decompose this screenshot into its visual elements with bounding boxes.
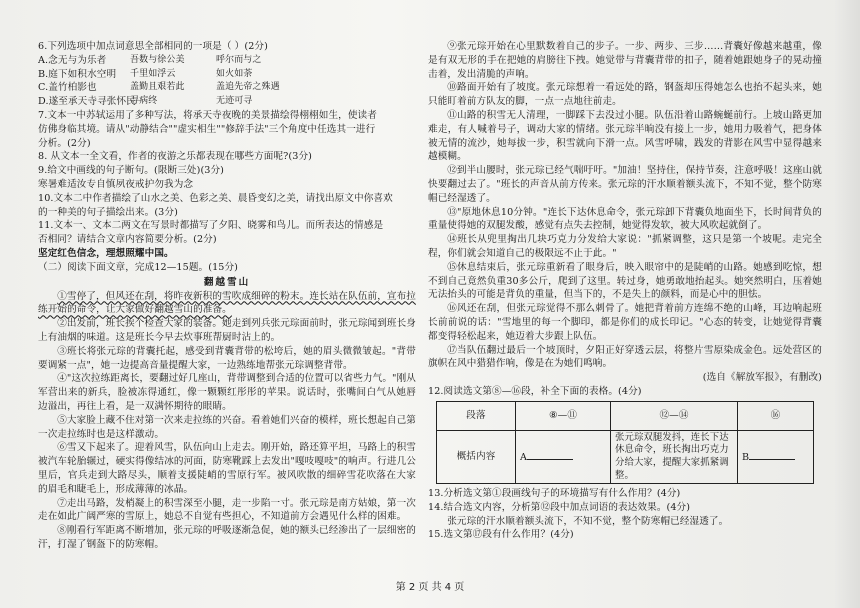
- table-row: [437, 430, 814, 483]
- section-2-heading: （二）阅读下面文章，完成12—15题。(15分): [38, 261, 239, 273]
- table-header-paragraph: 段落: [437, 401, 516, 430]
- blank-b-label: B: [742, 451, 750, 463]
- page-number: 第 2 页 共 4 页: [395, 582, 465, 593]
- blank-b-line[interactable]: [749, 450, 795, 460]
- question-10-line-2: 的一种美的句子描绘出来。(3分): [38, 206, 178, 218]
- article-paragraph-6: ⑥雪又下起来了。迎着风雪，队伍向山上走去。刚开始，路还算平坦，马路上的积雪被汽车轮胎辗过，硬实得像结冰的河面，防寒靴踩上去发出"嘎吱嘎吱"的响声。行进几公里后，官兵走到大路尽头，顺着支援陡峭的雪原行军。被风吹散的细碎雪花吹落在大家的眉毛和睫毛上，形成薄薄的冰晶。: [38, 442, 416, 495]
- option-a-word-2: 吾数与徐公美: [130, 54, 185, 65]
- article-paragraph-10: ⑩路面开始有了坡度。张元琮想着一看远处的路，钢盔却压得她怎么也抬不起头来，她只能盯着前方队友的脚，一点一点地往前走。: [428, 82, 822, 108]
- article-paragraph-12: ⑫到半山腰时，张元琮已经气喘吁吁。"加油！坚持住，保持节奏，注意呼吸！这座山就快要翻过去了。"班长的声音从前方传来。张元琮的汗水顺着额头流下，不知不觉，整个防寒帽已经湿透了。: [428, 165, 822, 204]
- article-paragraph-13: ⑬"原地休息10分钟。"连长下达休息命令，张元琮卸下背囊负地面坐下，长时间背负的重量使得她的双腿发酸，感觉有点失去控制，她觉得发软，被大风吹起就倒了。: [428, 206, 822, 232]
- option-b[interactable]: [38, 68, 416, 82]
- slogan: 坚定红色信念，理想照耀中国。: [38, 247, 174, 259]
- table-cell-middle: 张元琮双腿发抖，连长下达休息命令，班长掏出巧克力分给大家，提醒大家抓紧调整。: [611, 430, 738, 483]
- question-6-options: [38, 54, 416, 109]
- question-9-sentence: 寒暑难适汝专自慎夙夜戒护勿我为念: [38, 178, 194, 190]
- table-header-12-14: ⑫—⑭: [611, 401, 738, 430]
- article-paragraph-15: ⑮休息结束后，张元琮重新看了眼身后，映入眼帘中的是陡峭的山路。她感到吃惊，想不到自己竟然负重30多公斤，爬到了这里。转过身，她勇敢地抬起头。她突然明白，压着她无法抬头的可能是背负的重量，但当下的，不是失上的颜料，而是心中的胆怯。: [428, 261, 822, 301]
- option-c-word-4: [308, 81, 408, 95]
- option-d-word-3: 无迹可寻: [216, 96, 253, 107]
- option-b-text: B.庭下如积水空明: [38, 68, 117, 80]
- article-paragraph-4: ④"这次拉练距离长，要翻过好几座山，背带调整到合适的位置可以省些力气。"刚从军营出来的新兵，脸被冻得通红，像一颗颗红彤彤的苹果。说话时，张嘴间白气从她唇边溢出，再往上看，是一双满怀期待的眼睛。: [38, 373, 416, 412]
- article-paragraph-14: ⑭班长从兜里掏出几块巧克力分发给大家说："抓紧调整，这只是第一个坡呢。走完全程，你们就会知道自己的极限远不止于此。": [428, 234, 822, 259]
- option-c-word-3: 盖追先帝之殊遇: [216, 82, 280, 93]
- table-header-8-11: ⑧—⑪: [516, 401, 611, 430]
- article-paragraph-3: ③班长将张元琮的背囊托起，感受到背囊背带的松垮后，她的眉头微微皱起。"背带要调紧一点"，她一边提高音量提醒大家，一边熟练地帮张元琮调整背带。: [38, 345, 416, 371]
- article-paragraph-2: ②出发前，班长挨个检查大家的装备。她走到列兵张元琮面前时，张元琮闻到班长身上有油烟的味道。这是班长今早去炊事班帮厨时沾上的。: [38, 318, 416, 343]
- question-11-line-1: 11.文本一、文本二两文在写景时都描写了夕阳、晓雾和鸟儿。而所表达的情感是: [38, 220, 384, 232]
- option-b-word-3: 如火如荼: [216, 68, 253, 79]
- right-column: [428, 40, 822, 542]
- article-paragraph-5: ⑤大家脸上藏不住对第一次来走拉练的兴奋。看着她们兴奋的模样，班长想起自己第一次走拉练时也是这样激动。: [38, 414, 416, 440]
- option-a-word-4: [308, 54, 408, 68]
- article-title: 翻越雪山: [203, 276, 251, 288]
- table-row-label: 概括内容: [437, 430, 516, 483]
- article-paragraph-17: ⑰当队伍翻过最后一个坡顶时，夕阳正好穿透云层，将整片雪原染成金色。远处营区的旗帜在风中猎猎作响，像是在为她们鸣响。: [428, 344, 822, 370]
- article-paragraph-1-text: ①雪停了，但风还在刮，将昨夜新积的雪吹成细碎的粉末。连长站在队伍前，宣布拉练开始的命令，让大家做好翻越雪山的准备。: [38, 290, 416, 316]
- question-12: 12.阅读选文第⑧—⑯段，补全下面的表格。(4分): [428, 385, 642, 397]
- question-14: 14.结合选文内容，分析第⑫段中加点词语的表达效果。(4分): [428, 501, 691, 513]
- question-7-line-1: 7.文本一中苏轼运用了多种写法，将承天寺夜晚的美景描绘得栩栩如生，使读者: [38, 109, 377, 121]
- option-d-text: D.遂至承天寺寻张怀民: [38, 96, 136, 108]
- blank-a-label: A: [520, 451, 528, 463]
- question-6: 6.下列选项中加点词意思全部相同的一项是（ ）(2分): [38, 41, 268, 52]
- question-7-line-2: 仿佛身临其境。请从"动静结合""虚实相生""修辞手法"三个角度中任选其一进行: [38, 123, 376, 135]
- option-d[interactable]: [38, 95, 416, 109]
- article-paragraph-11: ⑪山路的积雪无人清理，一脚踩下去没过小腿。队伍沿着山路蜿蜒前行。上坡山路更加难走，有人喊着号子，调动大家的情绪。张元琮半晌没有接上一步，她用力吸着气，把身体被无情的流沙，她每拔一步，积雪就向下滑一点。风雪呼啸，践发的背影在风雪中显得越来越模糊。: [428, 109, 822, 163]
- article-source: (选自《解放军报》，有删改): [702, 372, 822, 384]
- article-paragraph-9: ⑨张元琮开始在心里默数着自己的步子。一步、两步、三步……背囊好像越来越重，像是有双无形的手在把她的肩膀往下拽。她觉带与背囊背带的扣子，随着她跟她身子的晃动撞击着，发出清脆的声响。: [428, 41, 822, 80]
- option-a-text: A.念无与为乐者: [38, 54, 107, 66]
- article-paragraph-7: ⑦走出马路，发梢凝上的积雪深至小腿，走一步陷一寸。张元琮是南方姑娘，第一次走在如此广阔严寒的雪原上，她总不自觉有些担心，不知道前方会遇见什么样的困难。: [38, 497, 416, 523]
- question-13: 13.分析选文第①段画线句子的环境描写有什么作用？(4分): [428, 488, 681, 500]
- blank-a-line[interactable]: [527, 450, 573, 460]
- question-14-sentence: 张元琮的汗水顺着额头流下，不知不觉，整个防寒帽已经湿透了。: [447, 515, 729, 527]
- question-8: 8. 从文本一全文看，作者的夜游之乐都表现在哪些方面呢?(3分): [38, 151, 312, 163]
- question-10-line-1: 10.文本二中作者描绘了山水之美、色彩之美、晨昏变幻之美，请找出原文中你喜欢: [38, 192, 393, 204]
- option-c[interactable]: [38, 81, 416, 95]
- question-11-line-2: 否相同？请结合文章内容简要分析。(2分): [38, 234, 217, 246]
- question-9: 9.给文中画线的句子断句。(限断三处)(3分): [38, 165, 225, 177]
- article-paragraph-8: ⑧刚看行军距离不断增加，张元琮的呼吸逐渐急促，她的额头已经渗出了一层细密的汗，打湿了钢盔下的防寒帽。: [38, 525, 416, 550]
- option-c-word-2: 盖勤且艰若此: [130, 82, 185, 93]
- blank-a-cell[interactable]: [516, 430, 611, 483]
- table-header-row: [437, 401, 814, 430]
- left-column: [38, 40, 416, 552]
- question-15: 15.选文第⑰段有什么作用？(4分): [428, 529, 574, 541]
- table-header-16: ⑯: [738, 401, 814, 430]
- article-paragraph-1: [38, 290, 416, 318]
- option-b-word-4: [308, 68, 408, 82]
- option-b-word-2: 千里如浮云: [130, 68, 176, 79]
- option-a-word-3: 呼尔而与之: [216, 54, 262, 65]
- option-c-text: C.盖竹柏影也: [38, 82, 97, 94]
- option-d-word-4: [308, 95, 408, 109]
- option-a[interactable]: [38, 54, 416, 68]
- article-paragraph-16: ⑯风还在刮，但张元琮觉得不那么刺骨了。她把背着前方连绵不绝的山峰，耳边响起班长前前说的话："雪地里的每一个脚印，都是你们的成长印记。"心态的转变，让她觉得背囊都变得轻松起来，她迈着大步跟上队伍。: [428, 303, 822, 342]
- page-edge-shadow: [834, 0, 860, 608]
- question-7-line-3: 分析。(2分): [38, 137, 91, 149]
- summary-table: [436, 401, 814, 484]
- blank-b-cell[interactable]: [738, 430, 814, 483]
- option-d-word-2: 寻病终: [130, 96, 158, 107]
